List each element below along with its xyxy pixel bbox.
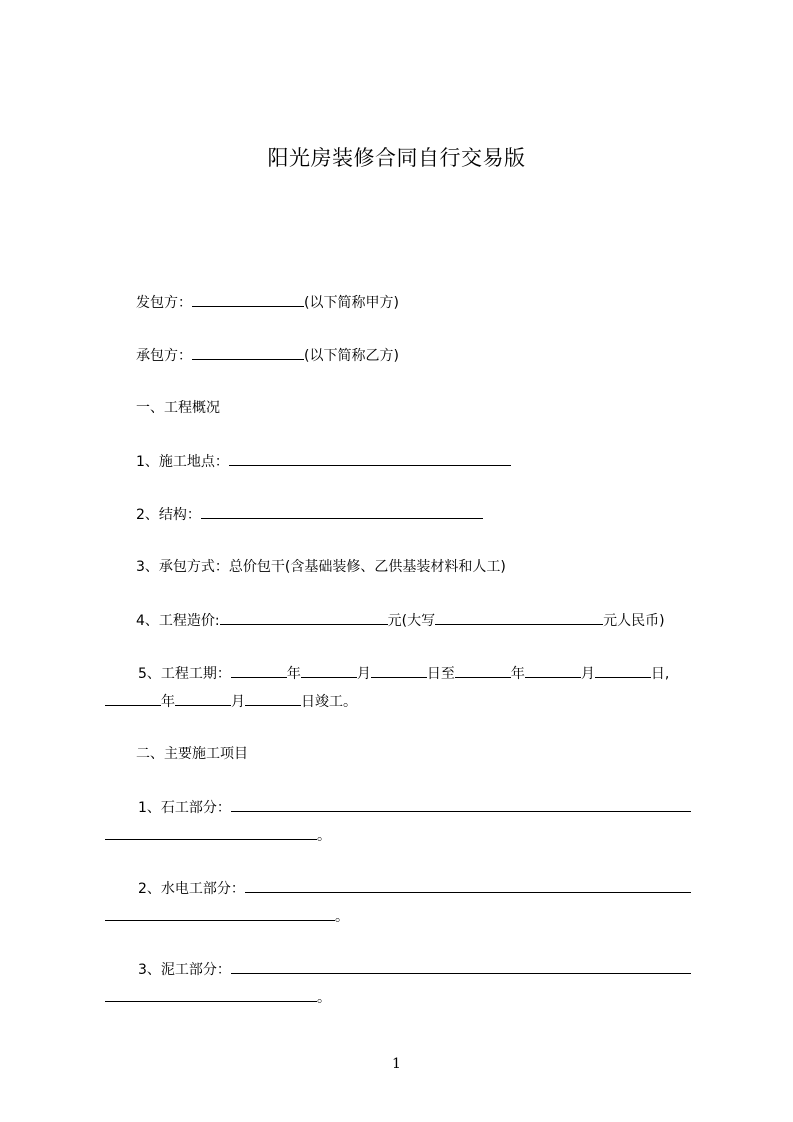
plumbing-electric-blank[interactable]: [245, 879, 691, 893]
plastering-line-cont: [105, 988, 331, 1007]
party-b-label: 承包方：: [136, 348, 192, 364]
masonry-line: [138, 798, 691, 817]
completion-year-blank[interactable]: [105, 692, 161, 706]
masonry-period: 。: [317, 828, 331, 844]
end-year-text: 年: [510, 666, 525, 682]
completion-year-text: 年: [161, 694, 175, 710]
plastering-line: [138, 960, 691, 979]
end-day-blank[interactable]: [595, 664, 651, 678]
start-year-text: 年: [286, 666, 301, 682]
schedule-label: 5、工程工期：: [138, 666, 231, 682]
start-day-text: 日至: [426, 666, 455, 682]
party-b-note: (以下简称乙方): [304, 348, 399, 364]
plastering-period: 。: [317, 990, 331, 1006]
section1-heading: 一、工程概况: [136, 400, 220, 416]
completion-line: [105, 692, 357, 711]
party-a-note: (以下简称甲方): [304, 295, 399, 311]
site-location-label: 1、施工地点：: [136, 454, 229, 470]
project-cost-line: [136, 611, 665, 630]
plumbing-electric-label: 2、水电工部分：: [138, 881, 245, 897]
party-a-line: [136, 293, 399, 312]
structure-label: 2、结构：: [136, 507, 201, 523]
end-month-blank[interactable]: [525, 664, 581, 678]
completion-month-blank[interactable]: [175, 692, 231, 706]
project-cost-words-blank[interactable]: [435, 611, 603, 625]
masonry-label: 1、石工部分：: [138, 800, 231, 816]
project-cost-blank[interactable]: [220, 611, 388, 625]
section2-heading: 二、主要施工项目: [136, 746, 248, 762]
end-year-blank[interactable]: [455, 664, 511, 678]
project-cost-suffix: 元人民币): [603, 613, 665, 629]
structure-blank[interactable]: [201, 505, 483, 519]
site-location-blank[interactable]: [229, 452, 511, 466]
plastering-label: 3、泥工部分：: [138, 962, 231, 978]
masonry-blank[interactable]: [231, 798, 691, 812]
party-b-blank[interactable]: [192, 346, 304, 360]
plumbing-electric-period: 。: [335, 909, 349, 925]
completion-text: 日竣工。: [301, 694, 357, 710]
plumbing-electric-line-cont: [105, 907, 349, 926]
masonry-line-cont: [105, 826, 331, 845]
site-location-line: [136, 452, 511, 471]
end-day-text: 日,: [650, 666, 670, 682]
structure-line: [136, 505, 483, 524]
plastering-blank-cont[interactable]: [105, 988, 317, 1002]
start-month-text: 月: [356, 666, 371, 682]
page-number: 1: [392, 1056, 401, 1072]
end-month-text: 月: [580, 666, 595, 682]
completion-month-text: 月: [231, 694, 245, 710]
plastering-blank[interactable]: [231, 960, 691, 974]
plumbing-electric-line: [138, 879, 691, 898]
start-month-blank[interactable]: [301, 664, 357, 678]
party-b-line: [136, 346, 399, 365]
party-a-blank[interactable]: [192, 293, 304, 307]
start-day-blank[interactable]: [371, 664, 427, 678]
masonry-blank-cont[interactable]: [105, 826, 317, 840]
start-year-blank[interactable]: [231, 664, 287, 678]
contract-mode-line: 3、承包方式：总价包干(含基础装修、乙供基装材料和人工): [136, 559, 506, 575]
schedule-line: [138, 664, 669, 683]
page-title: 阳光房装修合同自行交易版: [267, 146, 526, 170]
project-cost-label: 4、工程造价:: [136, 613, 220, 629]
project-cost-unit: 元(大写: [387, 613, 436, 629]
plumbing-electric-blank-cont[interactable]: [105, 907, 335, 921]
party-a-label: 发包方：: [136, 295, 192, 311]
completion-day-blank[interactable]: [245, 692, 301, 706]
